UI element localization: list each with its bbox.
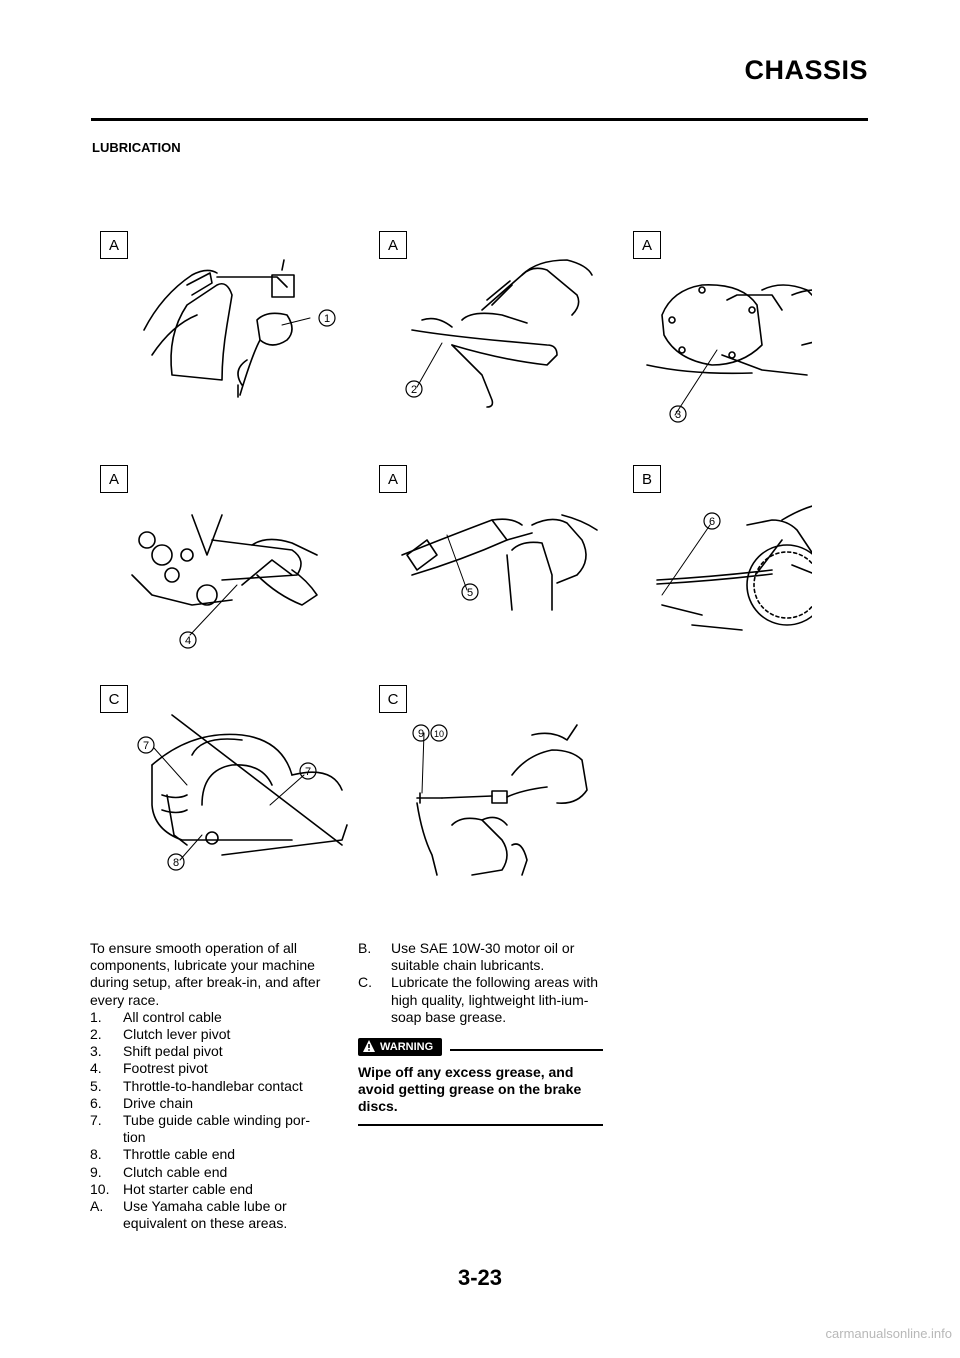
callout-leaders bbox=[154, 318, 717, 860]
list-item: 3. Shift pedal pivot bbox=[90, 1043, 223, 1060]
callout-5: 5 bbox=[466, 587, 474, 599]
chapter-title: CHASSIS bbox=[744, 55, 868, 85]
illustration-footrest bbox=[132, 515, 317, 605]
list-item: 6. Drive chain bbox=[90, 1094, 194, 1111]
warning-text: Wipe off any excess grease, and avoid getting grease on the brake discs. bbox=[358, 1064, 582, 1115]
list-item: 8. Throttle cable end bbox=[90, 1146, 236, 1163]
callout-3: 3 bbox=[674, 409, 682, 421]
illustration-tube-guide bbox=[152, 715, 347, 855]
illustration-cable-lube bbox=[144, 260, 294, 397]
warning-rule bbox=[450, 1049, 603, 1051]
list-item: A. Use Yamaha cable lube or equivalent on these areas. bbox=[90, 1198, 288, 1232]
callout-circles bbox=[138, 310, 720, 870]
right-column bbox=[358, 940, 603, 1126]
illustration-shift-pedal bbox=[647, 285, 812, 375]
illustration-clutch-lever bbox=[412, 260, 592, 407]
callout-7a: 7 bbox=[142, 740, 150, 752]
note-item: B. Use SAE 10W-30 motor oil or suitable chain lubricants. bbox=[358, 940, 575, 974]
illustration-cable-ends bbox=[417, 725, 587, 875]
callout-9: 9 bbox=[417, 728, 425, 740]
intro-paragraph: To ensure smooth operation of all components, lubricate your machine during setup, after break-in, and after every race. bbox=[90, 940, 321, 1008]
warning-header bbox=[358, 1038, 603, 1056]
panel-label-b: B bbox=[633, 465, 661, 493]
list-item: 1. All control cable bbox=[90, 1008, 222, 1025]
panel-label-a2: A bbox=[379, 231, 407, 259]
panel-label-c1: C bbox=[100, 685, 128, 713]
list-item: 4. Footrest pivot bbox=[90, 1060, 208, 1077]
callout-6: 6 bbox=[708, 516, 716, 528]
warning-badge bbox=[358, 1038, 442, 1056]
list-item: 5. Throttle-to-handlebar contact bbox=[90, 1077, 303, 1094]
warning-bottom-rule bbox=[358, 1124, 603, 1126]
left-column bbox=[90, 940, 330, 1232]
callout-numbers bbox=[143, 313, 715, 869]
watermark: carmanualsonline.info bbox=[825, 1326, 952, 1341]
panel-label-a4: A bbox=[100, 465, 128, 493]
lubrication-illustrations bbox=[92, 215, 812, 895]
warning-label: WARNING bbox=[380, 1041, 434, 1054]
callout-7b: 7 bbox=[304, 766, 312, 778]
lubrication-figure bbox=[92, 215, 812, 895]
callout-10: 10 bbox=[433, 729, 445, 739]
callout-2: 2 bbox=[410, 384, 418, 396]
illustration-drive-chain bbox=[657, 503, 812, 630]
page-number: 3-23 bbox=[457, 1265, 503, 1290]
callout-1: 1 bbox=[323, 313, 331, 325]
panel-label-a5: A bbox=[379, 465, 407, 493]
panel-label-a3: A bbox=[633, 231, 661, 259]
list-item: 10. Hot starter cable end bbox=[90, 1180, 253, 1197]
section-title: LUBRICATION bbox=[92, 140, 181, 155]
callout-4: 4 bbox=[184, 635, 192, 647]
panel-label-a1: A bbox=[100, 231, 128, 259]
header-rule bbox=[91, 118, 868, 121]
list-item: 7. Tube guide cable winding por-tion bbox=[90, 1112, 311, 1146]
note-item: C. Lubricate the following areas with high quality, lightweight lith-ium-soap base grease. bbox=[358, 974, 599, 1025]
callout-8: 8 bbox=[172, 857, 180, 869]
list-item: 2. Clutch lever pivot bbox=[90, 1026, 231, 1043]
list-item: 9. Clutch cable end bbox=[90, 1163, 228, 1180]
warning-triangle-icon bbox=[362, 1039, 376, 1053]
illustration-throttle bbox=[402, 515, 597, 610]
panel-label-c2: C bbox=[379, 685, 407, 713]
lubrication-list bbox=[90, 1009, 330, 1233]
